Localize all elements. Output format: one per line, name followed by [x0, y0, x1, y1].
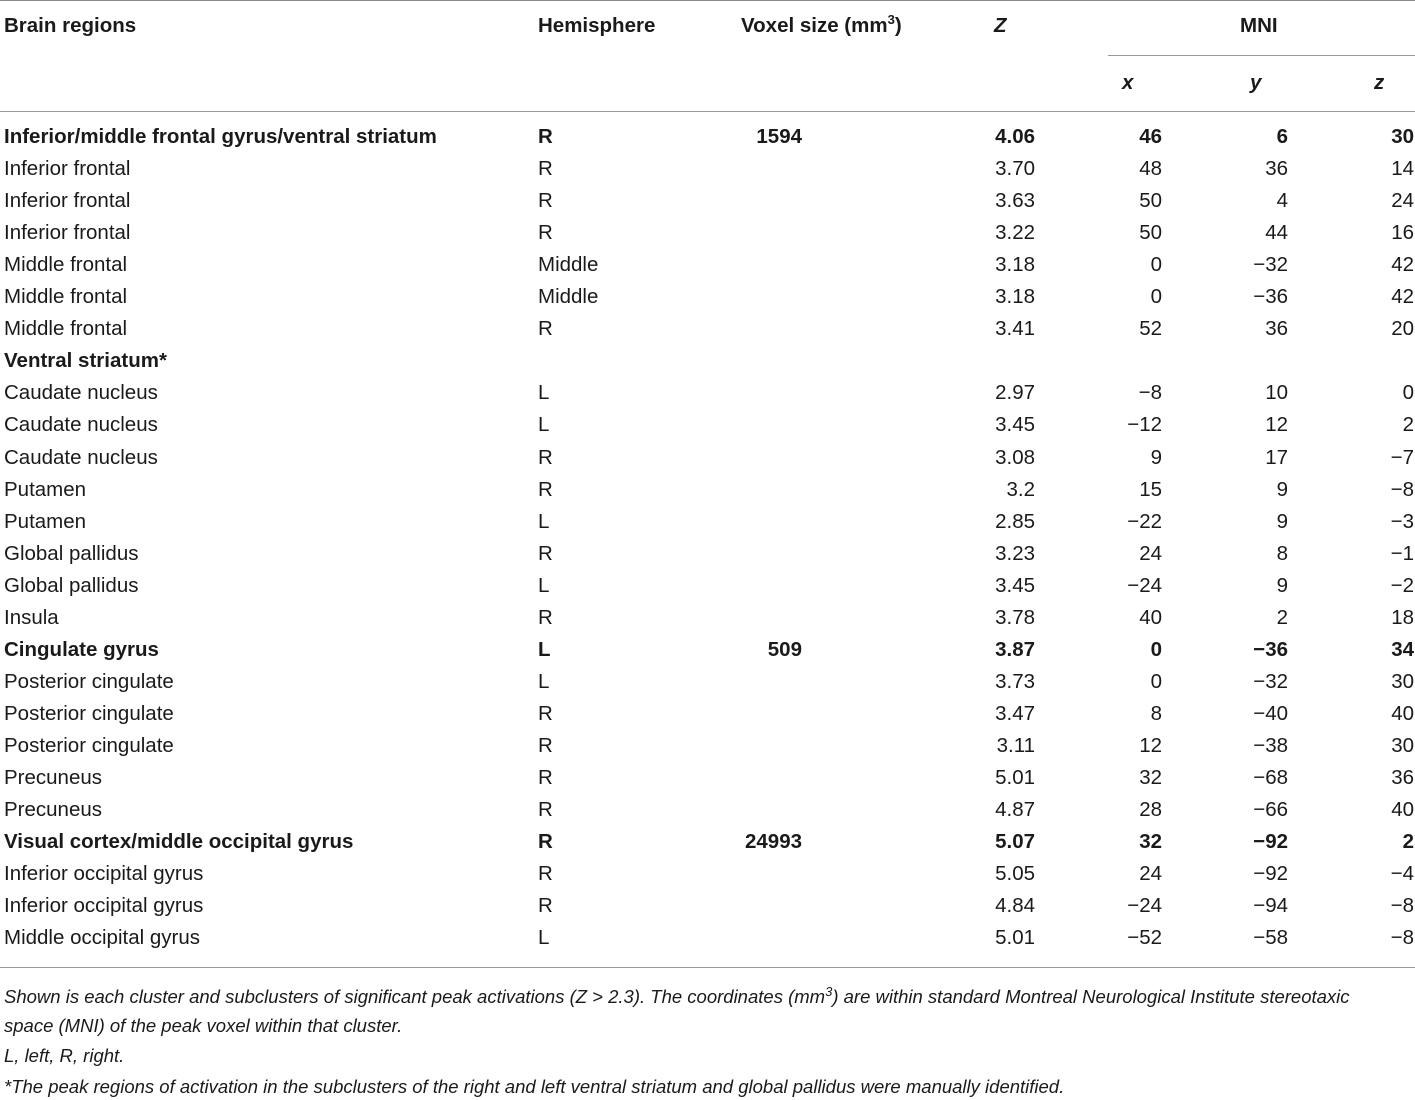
cell-y: −58	[1253, 926, 1288, 950]
cell-z: 3.2	[1006, 477, 1035, 501]
cell-zc: −7	[1390, 445, 1414, 469]
header-x: x	[1122, 71, 1134, 94]
cell-x: 52	[1139, 317, 1162, 341]
cell-x: 0	[1150, 637, 1162, 661]
cell-z: 3.63	[995, 189, 1035, 213]
cell-x: 12	[1139, 733, 1162, 757]
cell-x: 9	[1150, 445, 1162, 469]
cell-z: 3.70	[995, 157, 1035, 181]
cell-hemisphere: R	[538, 605, 553, 629]
cell-zc: −8	[1390, 477, 1414, 501]
cell-y: −66	[1253, 798, 1288, 822]
footnote-3: *The peak regions of activation in the subclusters of the right and left ventral striatum and global pallidus were manually identified.	[4, 1076, 1065, 1097]
cell-zc: −2	[1390, 573, 1414, 597]
cell-x: 0	[1150, 669, 1162, 693]
cell-z: 5.05	[995, 862, 1035, 886]
cell-region: Global pallidus	[4, 573, 139, 597]
cell-x: 24	[1139, 862, 1162, 886]
cell-y: 9	[1276, 477, 1288, 501]
cell-z: 3.47	[995, 701, 1035, 725]
header-y: y	[1250, 71, 1262, 94]
cell-y: −94	[1253, 894, 1288, 918]
cell-y: 12	[1265, 413, 1288, 437]
cell-hemisphere: L	[538, 381, 550, 405]
footnote-1-text-end: ) are within standard Montreal Neurological Institute stereotaxic	[832, 986, 1350, 1007]
cell-x: 28	[1139, 798, 1162, 822]
cell-zc: 18	[1391, 605, 1414, 629]
cell-hemisphere: Middle	[538, 285, 599, 309]
cell-region: Inferior frontal	[4, 189, 131, 213]
cell-y: −36	[1253, 285, 1288, 309]
header-z: Z	[994, 14, 1007, 37]
cell-zc: 20	[1391, 317, 1414, 341]
cell-region: Inferior frontal	[4, 221, 131, 245]
cell-hemisphere: R	[538, 445, 553, 469]
cell-hemisphere: L	[538, 669, 550, 693]
header-voxel-size	[741, 14, 902, 38]
cell-zc: −3	[1390, 509, 1414, 533]
cell-zc: 2	[1402, 413, 1414, 437]
cell-hemisphere: R	[538, 798, 553, 822]
cell-zc: 0	[1402, 381, 1414, 405]
cell-z: 3.08	[995, 445, 1035, 469]
cell-zc: −8	[1390, 926, 1414, 950]
cell-hemisphere: R	[538, 894, 553, 918]
cell-zc: 2	[1402, 830, 1414, 854]
cell-zc: 30	[1391, 669, 1414, 693]
cell-region: Posterior cingulate	[4, 701, 174, 725]
cell-hemisphere: R	[538, 157, 553, 181]
footnote-1-line2: space (MNI) of the peak voxel within that cluster.	[4, 1015, 403, 1036]
cell-region: Cingulate gyrus	[4, 637, 159, 661]
cell-y: 9	[1276, 573, 1288, 597]
header-hemisphere: Hemisphere	[538, 14, 656, 37]
cell-region: Middle occipital gyrus	[4, 926, 200, 950]
cell-zc: −4	[1390, 862, 1414, 886]
cell-zc: 42	[1391, 253, 1414, 277]
cell-x: 46	[1139, 125, 1162, 148]
cell-hemisphere: L	[538, 926, 550, 950]
cell-y: −32	[1253, 669, 1288, 693]
cell-z: 5.01	[995, 766, 1035, 789]
cell-y: −68	[1253, 766, 1288, 789]
cell-x: 15	[1139, 477, 1162, 501]
cell-y: −92	[1253, 862, 1288, 886]
cell-z: 3.78	[995, 605, 1035, 629]
cell-z: 5.07	[995, 830, 1035, 854]
cell-x: 50	[1139, 221, 1162, 245]
cell-region: Global pallidus	[4, 541, 139, 565]
cell-z: 4.06	[995, 125, 1035, 148]
cell-voxel-size: 509	[767, 637, 802, 661]
cell-z: 3.73	[995, 669, 1035, 693]
cell-region: Visual cortex/middle occipital gyrus	[4, 830, 354, 854]
cell-z: 4.87	[995, 798, 1035, 822]
cell-zc: 34	[1391, 637, 1414, 661]
cell-region: Precuneus	[4, 766, 103, 789]
cell-y: −36	[1253, 637, 1288, 661]
cell-hemisphere: R	[538, 541, 553, 565]
footnote-1-sup: 3	[825, 983, 833, 999]
cell-z: 3.11	[996, 733, 1035, 757]
cell-x: 50	[1139, 189, 1162, 213]
cell-region: Precuneus	[4, 798, 103, 822]
header-mni: MNI	[1240, 14, 1278, 37]
cell-hemisphere: L	[538, 509, 550, 533]
mni-underline	[1108, 55, 1415, 56]
cell-x: 0	[1150, 285, 1162, 309]
cell-x: 40	[1139, 605, 1162, 629]
cell-y: 10	[1265, 381, 1288, 405]
cell-region: Inferior frontal	[4, 157, 131, 181]
cell-y: 36	[1265, 157, 1288, 181]
header-zc: z	[1374, 71, 1385, 94]
cell-y: −38	[1253, 733, 1288, 757]
cell-region: Putamen	[4, 477, 87, 501]
cell-region: Insula	[4, 605, 59, 629]
cell-x: 0	[1150, 253, 1162, 277]
cell-x: 24	[1139, 541, 1162, 565]
cell-x: −52	[1127, 926, 1162, 950]
cell-z: 3.87	[995, 637, 1035, 661]
footnote-1-text: Shown is each cluster and subclusters of significant peak activations (Z > 2.3). The coordinates (mm	[4, 986, 826, 1007]
cell-zc: 40	[1391, 798, 1414, 822]
cell-x: 48	[1139, 157, 1162, 181]
cell-z: 3.22	[995, 221, 1035, 245]
cell-region: Inferior occipital gyrus	[4, 894, 204, 918]
cell-x: −24	[1127, 573, 1162, 597]
cell-z: 3.18	[995, 285, 1035, 309]
cell-zc: 36	[1391, 766, 1414, 789]
cell-x: −12	[1127, 413, 1162, 437]
cell-region: Middle frontal	[4, 317, 128, 341]
cell-region: Middle frontal	[4, 285, 128, 309]
cell-z: 3.45	[995, 413, 1035, 437]
cell-y: 6	[1276, 125, 1288, 148]
cell-region: Caudate nucleus	[4, 381, 158, 405]
cell-voxel-size: 1594	[756, 125, 802, 148]
footnote-1	[4, 984, 1350, 1010]
cell-hemisphere: R	[538, 477, 553, 501]
cell-x: 32	[1139, 830, 1162, 854]
cell-x: 32	[1139, 766, 1162, 789]
cell-y: 9	[1276, 509, 1288, 533]
cell-hemisphere: R	[538, 317, 553, 341]
header-voxel-size-sup: 3	[887, 12, 895, 28]
cell-hemisphere: R	[538, 862, 553, 886]
cell-hemisphere: R	[538, 125, 553, 148]
cell-region: Caudate nucleus	[4, 413, 158, 437]
cell-hemisphere: R	[538, 701, 553, 725]
cell-z: 3.45	[995, 573, 1035, 597]
cell-y: 17	[1265, 445, 1288, 469]
cell-region: Middle frontal	[4, 253, 128, 277]
header-bottom-rule	[0, 111, 1415, 112]
cell-region: Inferior occipital gyrus	[4, 862, 204, 886]
cell-zc: 24	[1391, 189, 1414, 213]
cell-voxel-size: 24993	[744, 830, 802, 854]
cell-zc: 16	[1391, 221, 1414, 245]
cell-hemisphere: L	[538, 413, 550, 437]
cell-hemisphere: R	[538, 830, 553, 854]
cell-y: −40	[1253, 701, 1288, 725]
cell-x: 8	[1150, 701, 1162, 725]
header-voxel-size-text: Voxel size (mm	[741, 14, 888, 37]
cell-y: −92	[1253, 830, 1288, 854]
cell-zc: −8	[1390, 894, 1414, 918]
table-top-rule	[0, 0, 1415, 1]
cell-hemisphere: R	[538, 733, 553, 757]
header-voxel-size-suffix: )	[894, 14, 902, 37]
cell-zc: 30	[1391, 733, 1414, 757]
cell-hemisphere: Middle	[538, 253, 599, 277]
cell-hemisphere: L	[538, 573, 550, 597]
cell-region: Ventral striatum*	[4, 349, 167, 373]
cell-hemisphere: R	[538, 189, 553, 213]
cell-hemisphere: R	[538, 766, 553, 789]
cell-y: 2	[1276, 605, 1288, 629]
cell-hemisphere: R	[538, 221, 553, 245]
cell-region: Caudate nucleus	[4, 445, 158, 469]
cell-hemisphere: L	[538, 637, 551, 661]
cell-z: 4.84	[995, 894, 1035, 918]
cell-z: 2.97	[995, 381, 1035, 405]
cell-y: 44	[1265, 221, 1288, 245]
cell-region: Posterior cingulate	[4, 733, 174, 757]
cell-z: 5.01	[995, 926, 1035, 950]
cell-y: 36	[1265, 317, 1288, 341]
cell-zc: 14	[1391, 157, 1414, 181]
cell-region: Inferior/middle frontal gyrus/ventral striatum	[4, 125, 437, 148]
cell-x: −8	[1138, 381, 1162, 405]
footnote-2: L, left, R, right.	[4, 1045, 125, 1066]
header-brain-regions: Brain regions	[4, 14, 137, 37]
cell-region: Posterior cingulate	[4, 669, 174, 693]
cell-x: −22	[1127, 509, 1162, 533]
cell-zc: 42	[1391, 285, 1414, 309]
cell-z: 3.41	[995, 317, 1035, 341]
cell-x: −24	[1127, 894, 1162, 918]
cell-z: 2.85	[995, 509, 1035, 533]
cell-zc: −1	[1390, 541, 1414, 565]
cell-region: Putamen	[4, 509, 87, 533]
cell-z: 3.23	[995, 541, 1035, 565]
cell-z: 3.18	[995, 253, 1035, 277]
cell-zc: 40	[1391, 701, 1414, 725]
cell-y: 4	[1276, 189, 1288, 213]
cell-zc: 30	[1391, 125, 1414, 148]
cell-y: −32	[1253, 253, 1288, 277]
cell-y: 8	[1276, 541, 1288, 565]
table-bottom-rule	[0, 967, 1415, 968]
